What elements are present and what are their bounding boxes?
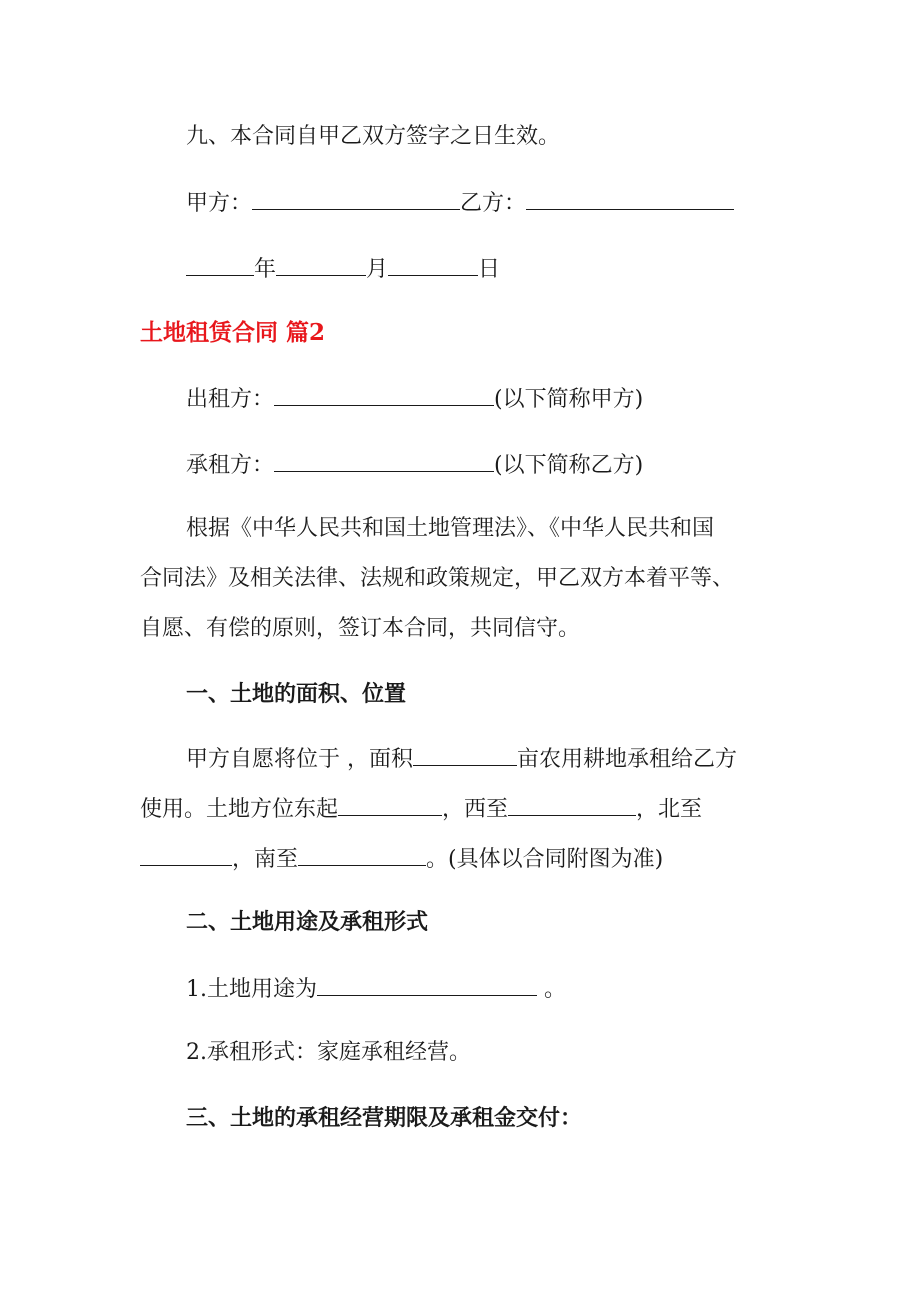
lessee-label: 承租方： [186,453,275,478]
day-blank [388,255,478,276]
signature-line [186,189,846,217]
lessor-suffix: (以下简称甲方) [494,387,644,412]
month-blank [276,255,366,276]
year-blank [186,255,254,276]
party-b-blank [526,189,734,210]
lessee-line [186,451,846,479]
clause-9: 九、本合同自甲乙双方签字之日生效。 [186,124,561,149]
west-blank [508,795,636,816]
lessor-line [186,385,846,413]
year-label: 年 [254,257,277,282]
north-blank [140,845,232,866]
east-blank [338,795,442,816]
area-text-b: 亩农用耕地承租给乙方 [517,747,738,772]
lessee-suffix: (以下简称乙方) [494,453,644,478]
lessee-blank [274,451,494,472]
date-line [186,255,846,283]
area-line-2 [140,795,800,823]
intro-line-3: 自愿、有偿的原则，签订本合同，共同信守。 [140,616,581,641]
area-line-1 [186,745,846,773]
north-label: ，北至 [636,797,703,822]
use-blank [317,975,537,996]
area-text-a: 甲方自愿将位于 ，面积 [186,747,413,772]
party-a-label: 甲方： [186,191,253,216]
month-label: 月 [366,257,389,282]
heading-1: 一、土地的面积、位置 [186,681,407,707]
use-label: 1.土地用途为 [186,977,317,1002]
south-blank [298,845,426,866]
west-label: ，西至 [442,797,509,822]
lessor-label: 出租方： [186,387,275,412]
heading-3: 三、土地的承租经营期限及承租金交付： [186,1105,583,1131]
use-line [186,975,846,1003]
section-title: 土地租赁合同 篇2 [140,319,326,346]
east-label: 使用。土地方位东起 [140,797,339,822]
area-note: 。(具体以合同附图为准) [426,847,664,872]
day-label: 日 [478,257,501,282]
party-b-label: 乙方： [460,191,527,216]
form-line: 2.承租形式：家庭承租经营。 [186,1040,471,1065]
area-line-3 [140,845,800,873]
heading-2: 二、土地用途及承租形式 [186,909,429,935]
use-end: 。 [537,977,566,1002]
intro-line-1: 根据《中华人民共和国土地管理法》、《中华人民共和国 [186,516,715,541]
intro-line-2: 合同法》及相关法律、法规和政策规定，甲乙双方本着平等、 [140,566,735,591]
lessor-blank [274,385,494,406]
south-label: ，南至 [232,847,299,872]
area-blank [413,745,517,766]
party-a-blank [252,189,460,210]
